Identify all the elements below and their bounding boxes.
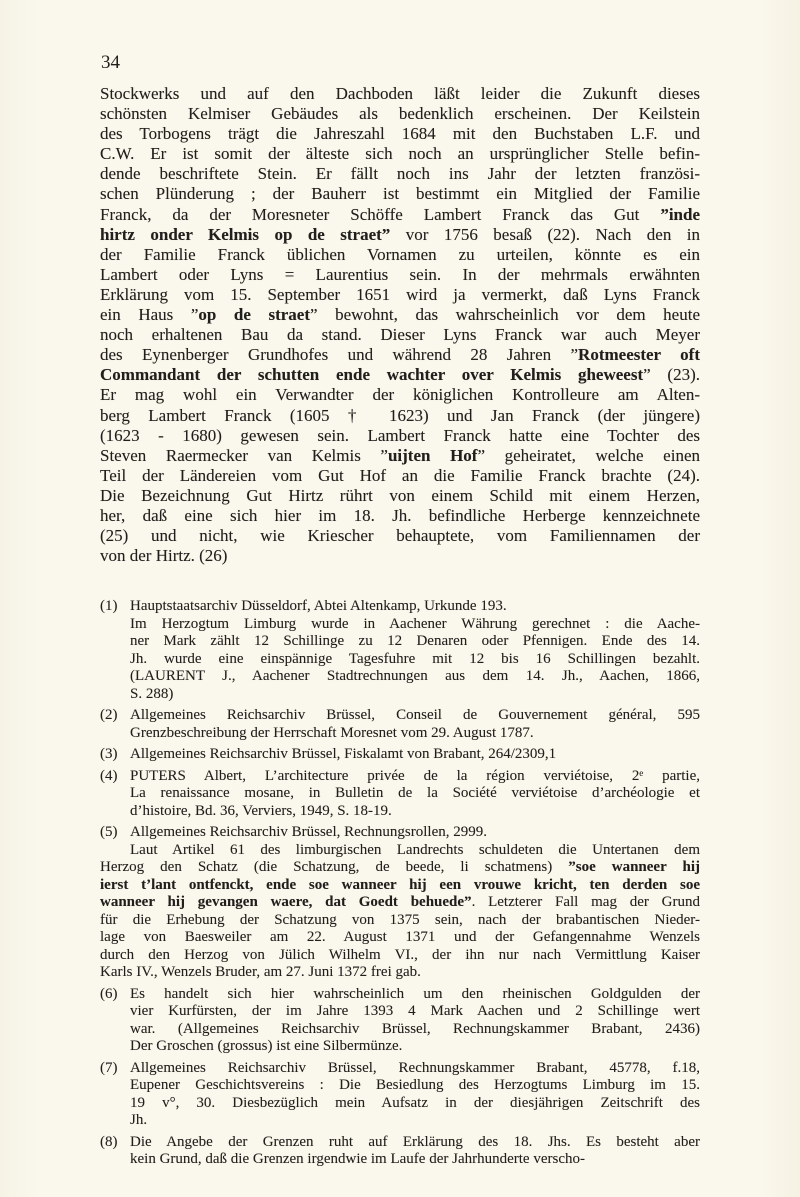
text-line: Stockwerks und auf den Dachboden läßt leider die Zukunft dieses — [100, 84, 700, 103]
text-line: Die Angebe der Grenzen ruht auf Erklärung des 18. Jhs. Es besteht aber — [130, 1133, 700, 1150]
text-line: kein Grund, daß die Grenzen irgendwie im Laufe der Jahrhunderte verscho- — [130, 1151, 585, 1167]
text-line: Es handelt sich hier wahrscheinlich um den rheinischen Goldgulden der — [130, 985, 700, 1002]
text-line: schen Plünderung ; der Bauherr ist bestimmt ein Mitglied der Familie — [100, 184, 700, 204]
text-line: für die Erhebung der Schatzung von 1375 sein, nach der brabantischen Nieder- — [100, 911, 700, 928]
footnote-item — [100, 707, 700, 742]
text-line: Allgemeines Reichsarchiv Brüssel, Rechnungskammer Brabant, 45778, f.18, — [130, 1059, 700, 1076]
footnote-item — [100, 1134, 700, 1169]
text-line: wanneer hij gevangen waere, dat Goedt behuede”. Letzterer Fall mag der Grund — [100, 894, 700, 910]
footnote-label: (4) — [100, 767, 118, 784]
footnote-item — [100, 768, 700, 821]
footnote-text — [130, 1060, 700, 1130]
footnote-paragraph — [130, 616, 700, 704]
text-line: Der Groschen (grossus) ist eine Silbermünze. — [130, 1038, 403, 1054]
text-line: La renaissance mosane, in Bulletin de la Société verviétoise d’archéologie et — [130, 785, 700, 801]
text-line: Teil der Ländereien vom Gut Hof an die Familie Franck brachte (24). — [100, 465, 700, 485]
text-line: Erklärung vom 15. September 1651 wird ja vermerkt, daß Lyns Franck — [100, 284, 700, 304]
text-line: ner Mark zählt 12 Schillinge zu 12 Denaren oder Pfennigen. Ende des 14. — [130, 633, 700, 649]
text-line: her, daß eine sich hier im 18. Jh. befindliche Herberge kennzeichnete — [100, 505, 700, 525]
footnote-label: (2) — [100, 707, 118, 723]
footnote-label: (5) — [100, 824, 118, 840]
text-line: S. 288) — [130, 685, 174, 702]
footnote-paragraph — [130, 746, 700, 764]
text-line: (25) und nicht, wie Kriescher behauptete, vom Familiennamen der — [100, 526, 700, 546]
footnote-item — [100, 746, 700, 764]
text-line: Jh. — [130, 1112, 148, 1128]
text-line: hirtz onder Kelmis op de straet” vor 1756 besaß (22). Nach den in — [100, 224, 700, 244]
text-line: Im Herzogtum Limburg wurde in Aachener Währung gerechnet : die Aache- — [130, 615, 700, 632]
footnote-paragraph — [130, 768, 700, 821]
footnote-label: (8) — [100, 1133, 118, 1150]
body-text — [100, 84, 700, 566]
text-line: der Familie Franck üblichen Vornamen zu urteilen, könnte es ein — [100, 244, 700, 264]
text-line: von der Hirtz. (26) — [100, 546, 228, 566]
footnote-label: (3) — [100, 746, 118, 762]
footnote-paragraph — [130, 598, 700, 616]
text-line: des Eynenberger Grundhofes und während 28 Jahren ”Rotmeester oft — [100, 345, 700, 365]
footnote-paragraph — [130, 1134, 700, 1169]
text-line: Allgemeines Reichsarchiv Brüssel, Fiskalamt von Brabant, 264/2309,1 — [130, 746, 557, 762]
footnote-label: (1) — [100, 598, 118, 614]
text-line: (LAURENT J., Aachener Stadtrechnungen aus dem 14. Jh., Aachen, 1866, — [130, 668, 700, 684]
footnote-text — [130, 598, 700, 703]
footnote-paragraph — [130, 824, 700, 842]
text-line: Er mag wohl ein Verwandter der königlichen Kontrolleure am Alten- — [100, 385, 700, 405]
text-line: ein Haus ”op de straet” bewohnt, das wahrscheinlich vor dem heute — [100, 305, 700, 325]
text-line: durch den Herzog von Jülich Wilhelm VI., der ihn nur nach Vermittlung Kaiser — [100, 946, 700, 963]
text-line: vier Kurfürsten, der im Jahre 1393 4 Mark Aachen und 2 Schillinge wert — [130, 1003, 700, 1019]
footnote-item — [100, 1060, 700, 1130]
footnote-text — [130, 707, 700, 742]
text-line: Allgemeines Reichsarchiv Brüssel, Conseil de Gouvernement général, 595 — [130, 707, 700, 723]
footnote-label: (6) — [100, 985, 118, 1002]
text-line: Jh. wurde eine einspännige Tagesfuhre mit 12 bis 16 Schillingen bezahlt. — [130, 650, 700, 667]
text-line: Allgemeines Reichsarchiv Brüssel, Rechnungsrollen, 2999. — [130, 824, 488, 840]
text-line: Eupener Geschichtsvereins : Die Besiedlung des Herzogtums Limburg im 15. — [130, 1077, 700, 1093]
text-line: PUTERS Albert, L’architecture privée de la région verviétoise, 2ᵉ partie, — [130, 767, 700, 784]
text-line: Herzog den Schatz (die Schatzung, de beede, li schatmens) ”soe wanneer hij — [100, 859, 700, 875]
footnote-paragraph — [100, 842, 700, 982]
text-line: lage von Baesweiler am 22. August 1371 und der Gefangennahme Wenzels — [100, 929, 700, 945]
page-number: 34 — [101, 52, 120, 73]
footnote-text — [130, 768, 700, 821]
text-line: Hauptstaatsarchiv Düsseldorf, Abtei Altenkamp, Urkunde 193. — [130, 598, 507, 614]
text-line: 19 v°, 30. Diesbezüglich mein Aufsatz in der diesjährigen Zeitschrift des — [130, 1094, 700, 1111]
text-line: Steven Raermecker van Kelmis ”uijten Hof” geheiratet, welche einen — [100, 445, 700, 465]
text-line: C.W. Er ist somit der älteste sich noch an ursprünglicher Stelle befin- — [100, 144, 700, 164]
footnote-paragraph — [130, 707, 700, 742]
text-line: noch erhaltenen Bau da stand. Dieser Lyns Franck war auch Meyer — [100, 325, 700, 345]
footnote-item — [100, 986, 700, 1056]
text-line: berg Lambert Franck (1605 † 1623) und Jan Franck (der jüngere) — [100, 405, 700, 425]
text-line: Karls IV., Wenzels Bruder, am 27. Juni 1372 frei gab. — [100, 964, 421, 980]
footnote-text — [130, 746, 700, 764]
text-line: Franck, da der Moresneter Schöffe Lambert Franck das Gut ”inde — [100, 204, 700, 224]
text-line: war. (Allgemeines Reichsarchiv Brüssel, Rechnungskammer Brabant, 2436) — [130, 1020, 700, 1037]
footnote-item — [100, 598, 700, 703]
text-line: d’histoire, Bd. 36, Verviers, 1949, S. 18-19. — [130, 802, 392, 819]
text-line: Commandant der schutten ende wachter over Kelmis gheweest” (23). — [100, 365, 700, 385]
footnote-text — [130, 986, 700, 1056]
footnote-paragraph — [130, 1060, 700, 1130]
footnote-text — [100, 824, 700, 982]
text-line: schönsten Kelmiser Gebäudes als bedenklich erscheinen. Der Keilstein — [100, 104, 700, 124]
text-line: Grenzbeschreibung der Herrschaft Moresnet vom 29. August 1787. — [130, 724, 534, 741]
text-line: ierst t’lant ontfenckt, ende soe wanneer hij een vrouwe kricht, ten derden soe — [100, 876, 700, 893]
text-line: Die Bezeichnung Gut Hirtz rührt von einem Schild mit einem Herzen, — [100, 485, 700, 505]
footnote-label: (7) — [100, 1059, 118, 1076]
footnotes-section — [100, 598, 700, 1173]
footnote-paragraph — [130, 986, 700, 1056]
text-line: des Torbogens trägt die Jahreszahl 1684 mit den Buchstaben L.F. und — [100, 124, 700, 144]
text-line: Lambert oder Lyns = Laurentius sein. In der mehrmals erwähnten — [100, 264, 700, 284]
footnote-item — [100, 824, 700, 982]
text-line: dende beschriftete Stein. Er fällt noch ins Jahr der letzten französi- — [100, 164, 700, 184]
text-line: (1623 - 1680) gewesen sein. Lambert Franck hatte eine Tochter des — [100, 425, 700, 445]
text-line: Laut Artikel 61 des limburgischen Landrechts schuldeten die Untertanen dem — [130, 841, 700, 858]
footnote-text — [130, 1134, 700, 1169]
